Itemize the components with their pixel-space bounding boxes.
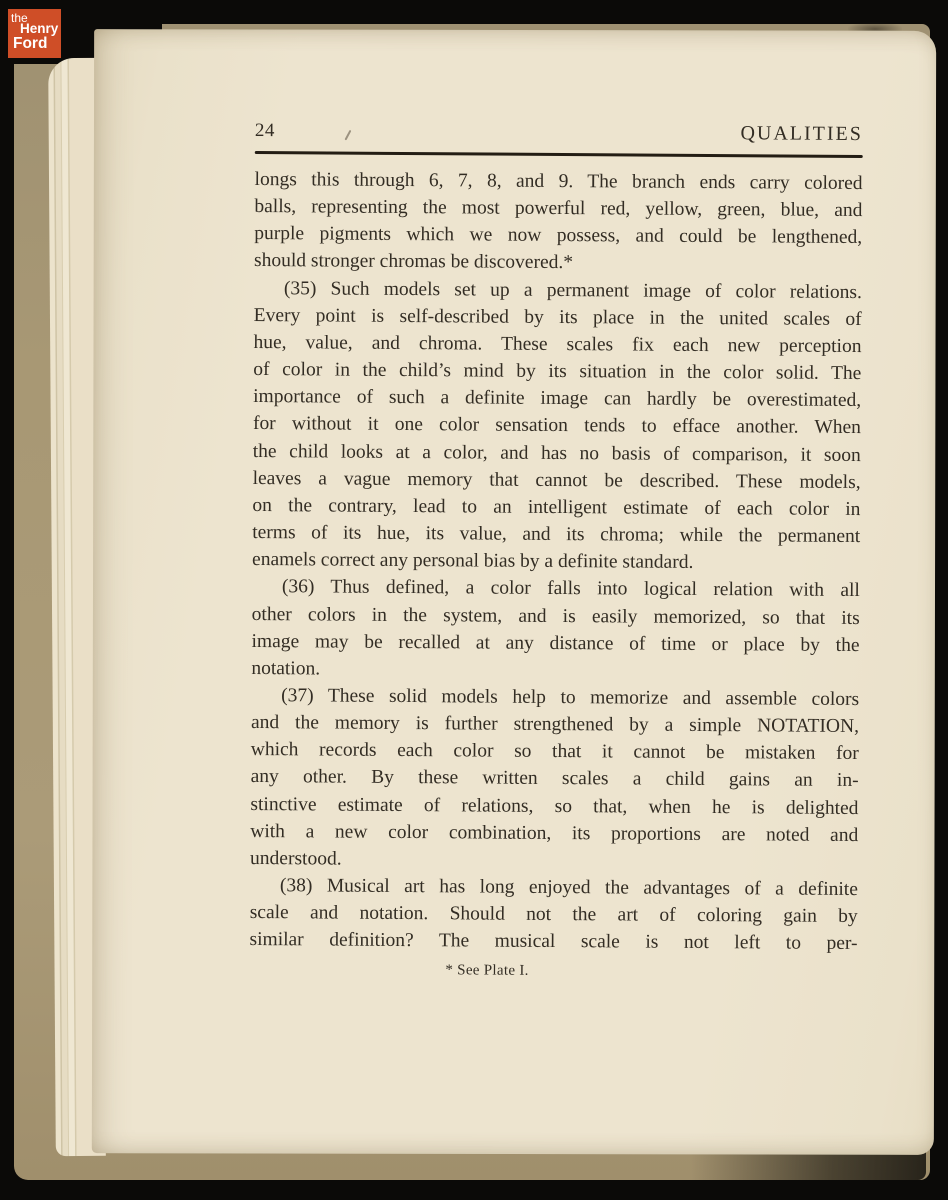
- text-line: which records each color so that it cannot be mistaken for: [250, 739, 859, 765]
- text-line: understood.: [250, 847, 342, 870]
- page-number: 24: [254, 119, 275, 142]
- running-header: [255, 119, 863, 146]
- footnote: * See Plate I.: [445, 961, 529, 979]
- paragraph: [251, 573, 860, 686]
- text-line: similar definition? The musical scale is not left to per-: [249, 929, 858, 955]
- text-line: any other. By these written scales a child gains an in-: [250, 766, 859, 792]
- text-line: on the contrary, lead to an intelligent estimate of each color in: [252, 494, 861, 520]
- text-line: of color in the child’s mind by its situation in the color solid. The: [253, 359, 862, 385]
- text-line: balls, representing the most powerful red, yellow, green, blue, and: [254, 196, 863, 222]
- text-line: scale and notation. Should not the art of coloring gain by: [249, 902, 858, 928]
- text-line: notation.: [251, 657, 321, 680]
- text-line: terms of its hue, its value, and its chroma; while the permanent: [252, 522, 861, 548]
- text-line: with a new color combination, its proportions are noted and: [250, 820, 859, 846]
- text-line: the child looks at a color, and has no basis of comparison, it soon: [252, 440, 861, 466]
- text-line: importance of such a definite image can hardly be overestimated,: [253, 386, 862, 412]
- text-line: Every point is self-described by its place in the united scales of: [253, 304, 862, 330]
- text-line: other colors in the system, and is easily memorized, so that its: [251, 603, 860, 629]
- text-line: hue, value, and chroma. These scales fix each new perception: [253, 331, 862, 357]
- text-line: (35) Such models set up a permanent image of color relations.: [283, 277, 862, 303]
- paragraph: [252, 275, 862, 578]
- text-line: (37) These solid models help to memorize and assemble colors: [281, 685, 860, 710]
- running-head-title: QUALITIES: [740, 122, 863, 146]
- text-line: image may be recalled at any distance of time or place by the: [251, 630, 860, 656]
- text-line: stinctive estimate of relations, so that, when he is delighted: [250, 793, 859, 819]
- text-line: leaves a vague memory that cannot be described. These models,: [252, 467, 861, 493]
- henry-ford-logo: [8, 9, 61, 58]
- text-line: longs this through 6, 7, 8, and 9. The branch ends carry colored: [254, 168, 863, 195]
- paragraph: [249, 872, 858, 957]
- header-rule: [255, 151, 863, 158]
- paragraph: [250, 682, 859, 876]
- page-content: [249, 119, 863, 982]
- paragraph: [254, 166, 863, 279]
- text-line: (38) Musical art has long enjoyed the advantages of a definite: [279, 875, 858, 901]
- text-line: enamels correct any personal bias by a definite standard.: [252, 549, 694, 574]
- text-line: for without it one color sensation tends to efface another. When: [252, 413, 862, 439]
- text-line: should stronger chromas be discovered.*: [253, 250, 574, 274]
- logo-text-henry: Henry: [20, 21, 59, 36]
- body-text: [249, 166, 862, 958]
- text-line: (36) Thus defined, a color falls into logical relation with all: [281, 576, 860, 602]
- logo-text-the: the: [11, 11, 28, 25]
- logo-text-ford: Ford: [13, 35, 48, 52]
- text-line: and the memory is further strengthened by a simple NOTATION,: [250, 712, 860, 738]
- text-line: purple pigments which we now possess, and could be lengthened,: [254, 223, 863, 249]
